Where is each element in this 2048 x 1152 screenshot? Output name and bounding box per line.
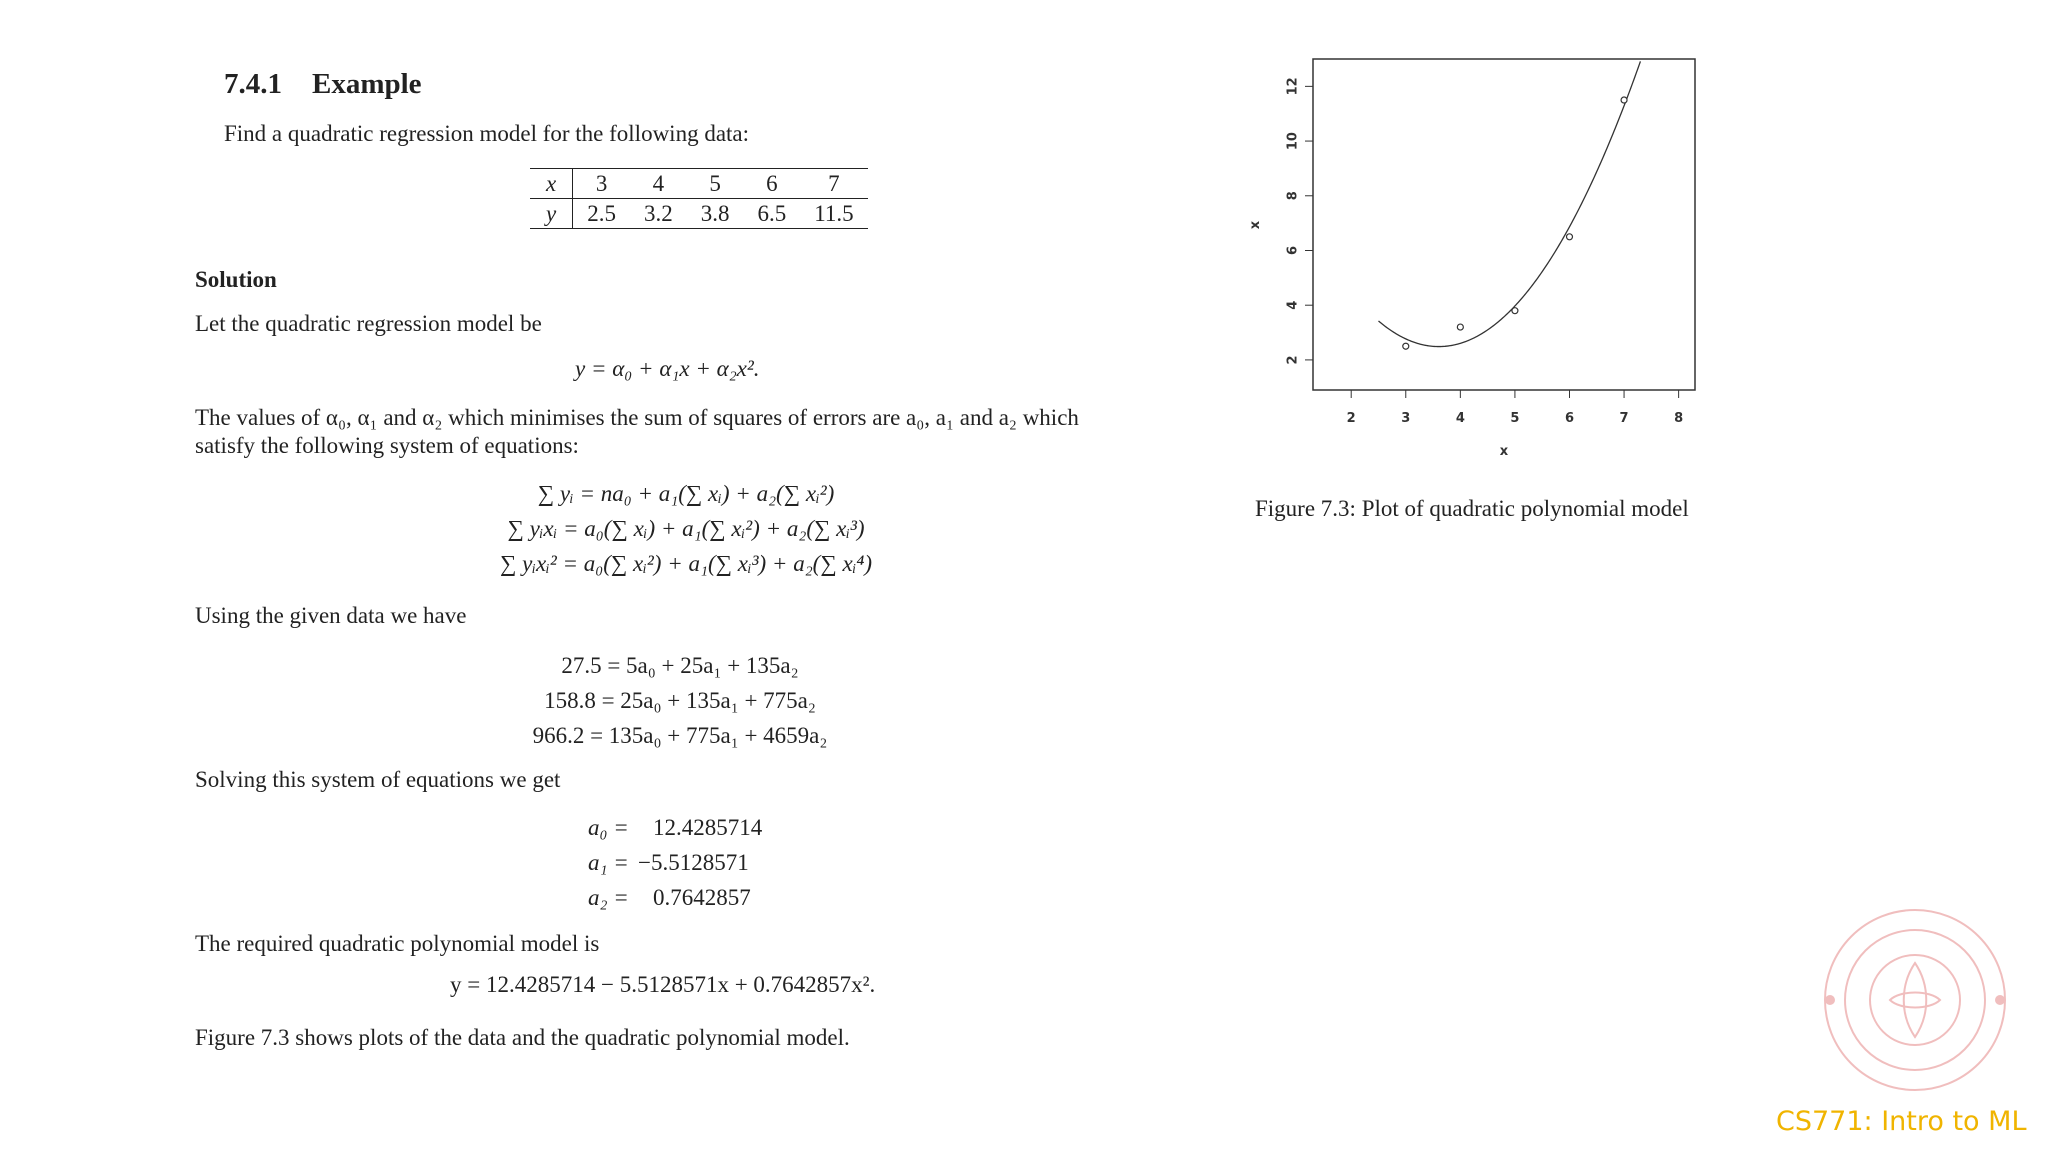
- quadratic-fit-chart: [1245, 45, 1725, 465]
- data-point: [1512, 308, 1518, 314]
- data-point: [1621, 97, 1627, 103]
- table-cell: 11.5: [800, 199, 867, 229]
- table-cell: x: [530, 169, 573, 199]
- data-points: [1403, 97, 1627, 349]
- solution-label: Solution: [195, 267, 277, 292]
- normal-equations: [456, 476, 916, 581]
- data-equation-3: 966.2 = 135a₀ + 775a₁ + 4659a₂: [532, 723, 828, 748]
- table-cell: 3: [573, 169, 630, 199]
- solving-text: Solving this system of equations we get: [195, 767, 561, 792]
- final-equation: y = 12.4285714 − 5.5128571x + 0.7642857x².: [450, 972, 876, 997]
- y-tick-label: 10: [1285, 132, 1301, 151]
- section-number: 7.4.1: [224, 68, 282, 100]
- model-equation: y = α₀ + α₁x + α₂x².: [575, 356, 760, 381]
- table-cell: 3.2: [630, 199, 687, 229]
- x-tick-label: 8: [1674, 411, 1684, 426]
- institute-seal-logo: [1820, 905, 2010, 1095]
- fitted-curve: [1378, 61, 1640, 346]
- x-tick-label: 7: [1619, 411, 1629, 426]
- x-axis-label: x: [1499, 444, 1509, 459]
- figure-caption: Figure 7.3: Plot of quadratic polynomial model: [1255, 496, 1689, 521]
- data-point: [1403, 343, 1409, 349]
- normal-equation-3: ∑ yᵢxᵢ² = a₀(∑ xᵢ²) + a₁(∑ xᵢ³) + a₂(∑ xᵢ⁴): [499, 551, 872, 576]
- table-cell: 6: [743, 169, 800, 199]
- solution-value: 0.7642857: [653, 885, 751, 910]
- solution-row: [588, 810, 762, 845]
- y-tick-label: 2: [1285, 355, 1301, 365]
- using-text: Using the given data we have: [195, 603, 467, 628]
- let-text: Let the quadratic regression model be: [195, 311, 542, 336]
- x-tick-label: 4: [1455, 411, 1465, 426]
- data-equations: [500, 648, 860, 753]
- table-cell: 2.5: [573, 199, 630, 229]
- x-tick-label: 5: [1510, 411, 1520, 426]
- required-text: The required quadratic polynomial model is: [195, 931, 600, 956]
- y-tick-label: 4: [1285, 300, 1301, 310]
- table-row-y: [530, 199, 868, 229]
- data-point: [1457, 324, 1463, 330]
- table-row-x: [530, 169, 868, 199]
- solution-row: [588, 845, 762, 880]
- plot-frame: [1313, 59, 1695, 390]
- solutions: [588, 810, 762, 915]
- x-tick-label: 3: [1401, 411, 1411, 426]
- footer-course-label: CS771: Intro to ML: [1776, 1106, 2027, 1137]
- table-cell: 3.8: [687, 199, 744, 229]
- data-point: [1566, 234, 1572, 240]
- values-text-line-1: The values of α₀, α₁ and α₂ which minimises the sum of squares of errors are a₀, a₁ and a₂ which: [195, 405, 1079, 430]
- table-cell: 5: [687, 169, 744, 199]
- section-heading: [224, 68, 422, 101]
- figure-reference-text: Figure 7.3 shows plots of the data and the quadratic polynomial model.: [195, 1025, 850, 1050]
- solution-lhs: a₁ =: [588, 850, 629, 875]
- values-text-line-2: satisfy the following system of equations:: [195, 433, 579, 458]
- normal-equation-2: ∑ yᵢxᵢ = a₀(∑ xᵢ) + a₁(∑ xᵢ²) + a₂(∑ xᵢ³): [507, 516, 865, 541]
- table-cell: 4: [630, 169, 687, 199]
- data-equation-2: 158.8 = 25a₀ + 135a₁ + 775a₂: [544, 688, 816, 713]
- section-title: Example: [312, 68, 422, 100]
- x-tick-label: 6: [1564, 411, 1575, 426]
- solution-lhs: a₀ =: [588, 815, 629, 840]
- data-table: [530, 168, 868, 229]
- x-tick-label: 2: [1346, 411, 1356, 426]
- y-axis-ticks: [1286, 77, 1314, 364]
- data-equation-1: 27.5 = 5a₀ + 25a₁ + 135a₂: [561, 653, 799, 678]
- solution-value: −5.5128571: [638, 850, 749, 875]
- y-tick-label: 6: [1285, 245, 1301, 256]
- table-cell: 7: [800, 169, 867, 199]
- y-tick-label: 8: [1285, 191, 1301, 201]
- y-tick-label: 12: [1285, 77, 1301, 96]
- table-cell: y: [530, 199, 573, 229]
- solution-row: [588, 880, 762, 915]
- y-axis-label: x: [1248, 220, 1263, 230]
- normal-equation-1: ∑ yᵢ = na₀ + a₁(∑ xᵢ) + a₂(∑ xᵢ²): [537, 481, 835, 506]
- intro-text: Find a quadratic regression model for the following data:: [224, 121, 750, 146]
- solution-lhs: a₂ =: [588, 885, 629, 910]
- x-axis-ticks: [1347, 390, 1683, 426]
- table-cell: 6.5: [743, 199, 800, 229]
- solution-value: 12.4285714: [653, 815, 763, 840]
